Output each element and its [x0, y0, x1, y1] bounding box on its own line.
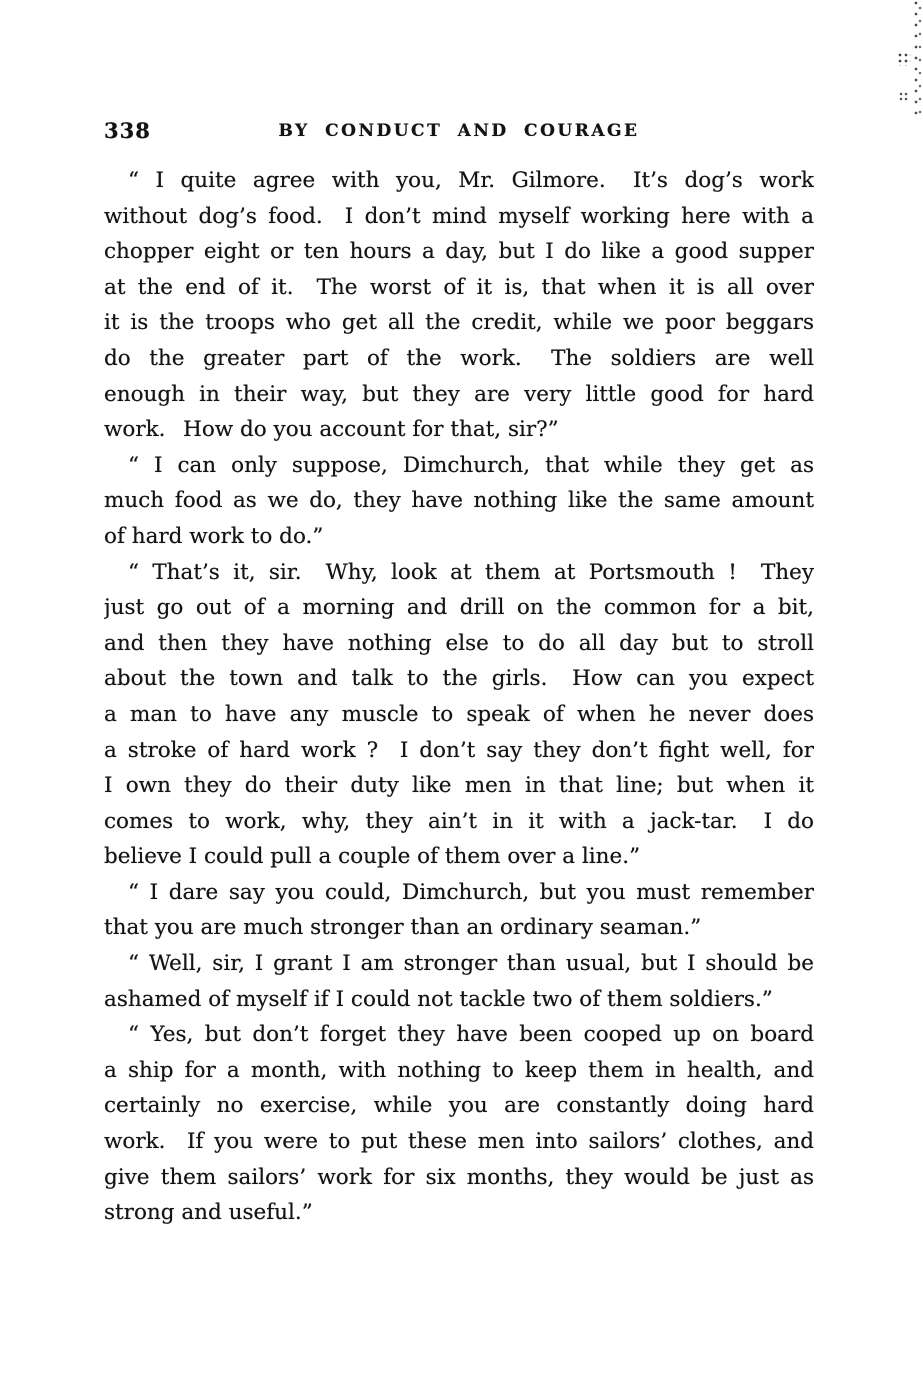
paragraph: [104, 1017, 814, 1231]
text-line: “ That’s it, sir. Why, look at them at Portsmouth ! They: [128, 559, 814, 585]
text-line: “ Yes, but don’t forget they have been cooped up on board: [128, 1022, 814, 1048]
scan-artifact: [913, 0, 923, 118]
text-line: “ I quite agree with you, Mr. Gilmore. It’s dog’s work: [128, 168, 814, 193]
text-line: comes to work, why, they ain’t in it with a jack-tar. I do: [104, 808, 814, 834]
text-line: ashamed of myself if I could not tackle two of them soldiers.”: [104, 986, 773, 1012]
text-line: “ I dare say you could, Dimchurch, but you must remember: [128, 879, 814, 905]
scan-artifact: [899, 92, 909, 102]
text-line: believe I could pull a couple of them over a line.”: [104, 844, 641, 870]
text-line: work. How do you account for that, sir?”: [104, 417, 559, 443]
text-line: just go out of a morning and drill on the common for a bit,: [104, 595, 814, 621]
text-line: about the town and talk to the girls. How can you expect: [104, 666, 814, 692]
text-line: “ I can only suppose, Dimchurch, that while they get as: [128, 452, 814, 478]
text-line: at the end of it. The worst of it is, that when it is all over: [104, 274, 814, 300]
text-line: much food as we do, they have nothing like the same amount: [104, 488, 814, 514]
text-line: a man to have any muscle to speak of when he never does: [104, 701, 814, 727]
text-line: certainly no exercise, while you are constantly doing hard: [104, 1093, 814, 1119]
paragraph: [104, 163, 814, 448]
paragraph: [104, 946, 814, 1017]
text-line: of hard work to do.”: [104, 523, 324, 549]
text-line: I own they do their duty like men in that line; but when it: [104, 773, 814, 799]
page-number: 338: [104, 118, 151, 143]
paragraph: [104, 875, 814, 946]
text-line: that you are much stronger than an ordinary seaman.”: [104, 915, 702, 941]
text-line: work. If you were to put these men into sailors’ clothes, and: [104, 1129, 814, 1155]
text-line: a stroke of hard work ? I don’t say they don’t fight well, for: [104, 737, 814, 763]
paragraph: [104, 448, 814, 555]
running-title: BY CONDUCT AND COURAGE: [278, 121, 640, 141]
body-text: [104, 163, 814, 1231]
text-line: it is the troops who get all the credit, while we poor beggars: [104, 310, 814, 336]
scan-artifact: [897, 52, 911, 66]
text-line: give them sailors’ work for six months, they would be just as: [104, 1164, 814, 1190]
text-line: do the greater part of the work. The soldiers are well: [104, 345, 814, 371]
running-header: [104, 118, 814, 146]
text-line: a ship for a month, with nothing to keep them in health, and: [104, 1057, 814, 1083]
text-line: “ Well, sir, I grant I am stronger than usual, but I should be: [128, 951, 814, 977]
text-line: strong and useful.”: [104, 1200, 313, 1226]
paragraph: [104, 555, 814, 875]
text-line: without dog’s food. I don’t mind myself working here with a: [104, 203, 814, 229]
text-line: enough in their way, but they are very little good for hard: [104, 381, 814, 407]
text-line: chopper eight or ten hours a day, but I do like a good supper: [104, 239, 814, 265]
text-line: and then they have nothing else to do all day but to stroll: [104, 630, 814, 656]
